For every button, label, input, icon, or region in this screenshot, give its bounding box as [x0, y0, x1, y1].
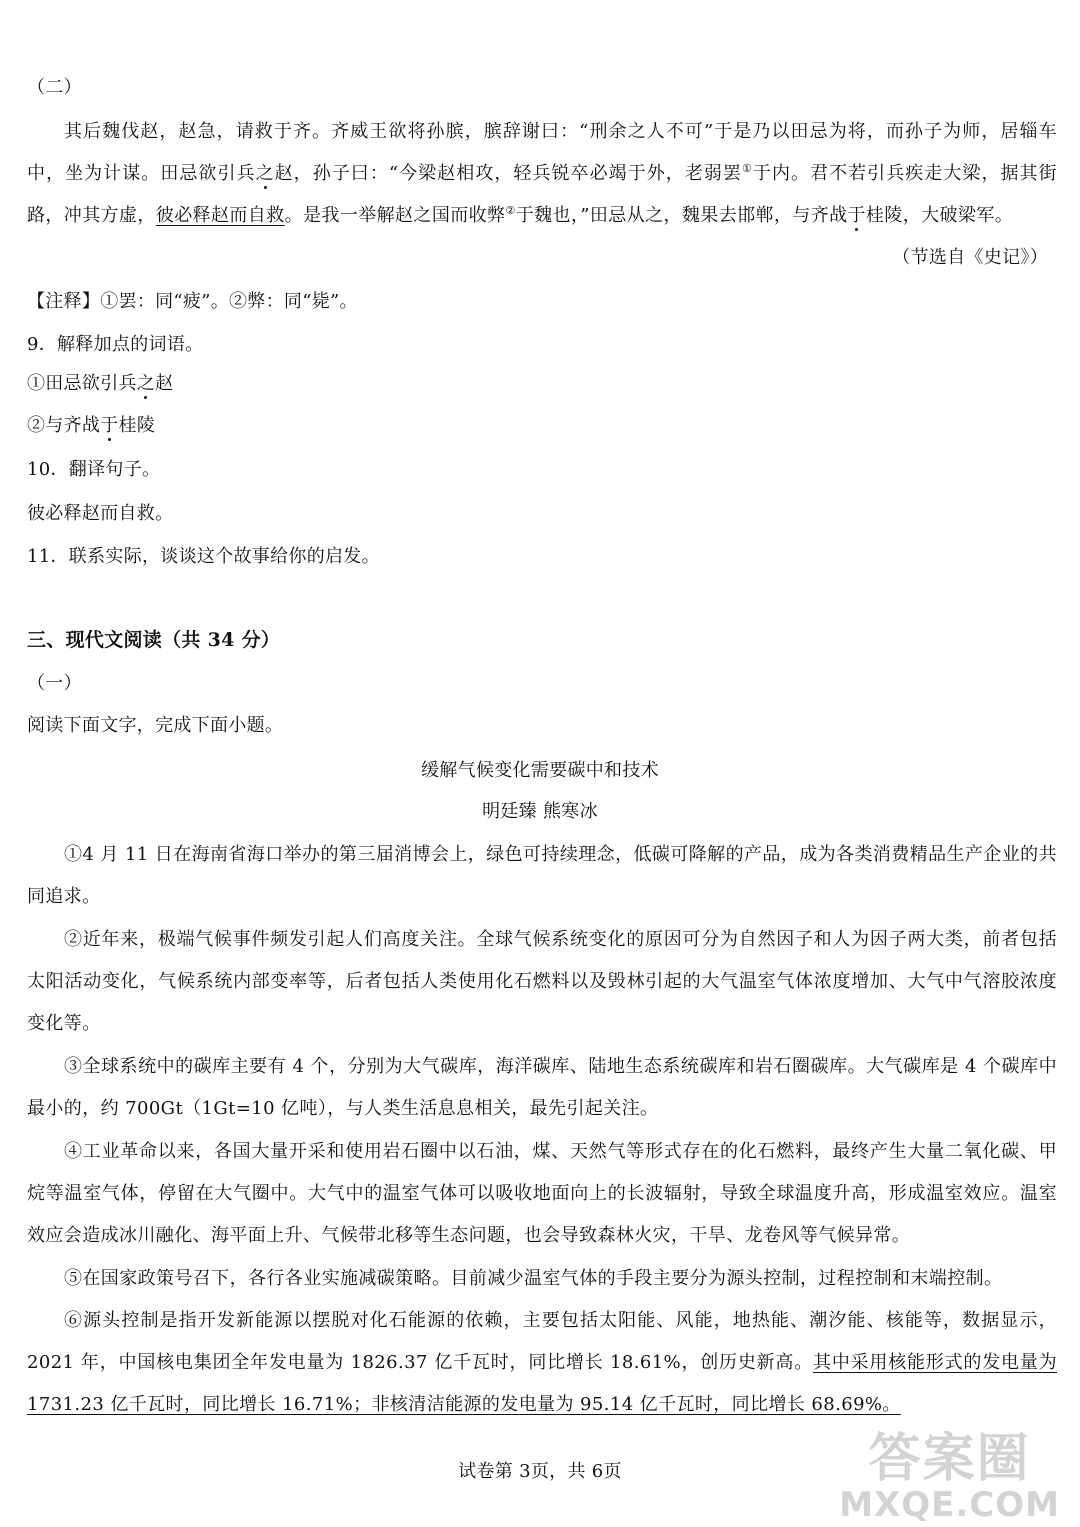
- article-paragraph-3: ③全球系统中的碳库主要有 4 个，分别为大气碳库，海洋碳库、陆地生态系统碳库和岩石圈碳库。大气碳库是 4 个碳库中最小的，约 700Gt（1Gt=10 亿吨），与人类生活息息相关，最先引起关注。: [27, 1056, 1057, 1119]
- watermark-logo: [839, 1431, 1060, 1523]
- question-9-item-2: [27, 412, 155, 440]
- article-paragraph-2: ②近年来，极端气候事件频发引起人们高度关注。全球气候系统变化的原因可分为自然因子和人为因子两大类，前者包括太阳活动变化，气候系统内部变率等，后者包括人类使用化石燃料以及毁林引起的大气温室气体浓度增加、大气中气溶胶浓度变化等。: [27, 929, 1057, 1034]
- paragraph-text: ⑥源头控制是指开发新能源以摆脱对化石能源的依赖，主要包括太阳能、风能，地热能、潮汐能、核能等，数据显示，2021 年，中国核电集团全年发电量为 1826.37 亿千瓦时，同比增长 18.61%，创历史新高。: [27, 1310, 1057, 1373]
- article-paragraph-5: ⑤在国家政策号召下，各行各业实施减碳策略。目前减少温室气体的手段主要分为源头控制，过程控制和末端控制。: [64, 1268, 1003, 1289]
- passage-text: 于魏也，”田忌从之，魏果去邯郸，与齐战: [515, 205, 848, 226]
- question-11: 11．联系实际，谈谈这个故事给你的启发。: [27, 546, 380, 567]
- passage-text: 于内。君不若引兵疾走大梁，据其街路，冲其方虚，: [27, 163, 1058, 226]
- item-text: ②与齐战: [27, 415, 101, 436]
- heading-text: 三、现代文阅读（共: [27, 629, 208, 651]
- reading-instruction: 阅读下面文字，完成下面小题。: [27, 715, 284, 736]
- article-paragraph-4: ④工业革命以来，各国大量开采和使用岩石圈中以石油，煤、天然气等形式存在的化石燃料，最终产生大量二氧化碳、甲烷等温室气体，停留在大气圈中。大气中的温室气体可以吸收地面向上的长波辐射，导致全球温度升高，形成温室效应。温室效应会造成冰川融化、海平面上升、气候带北移等生态问题，也会导致森林火灾，干旱、龙卷风等气候异常。: [27, 1141, 1057, 1246]
- classical-passage: [27, 111, 1057, 237]
- source-citation: （节选自《史记》）: [892, 247, 1048, 268]
- passage-text: 其后魏伐赵，赵急，请救于齐。齐威王欲将孙膑，膑辞谢曰：“刑余之人不可”于是乃以田忌为将，而孙子为师，居辎车中，坐为计谋。田忌欲引兵: [27, 121, 1057, 184]
- question-9-title: 9．解释加点的词语。: [27, 334, 204, 355]
- dotted-word: 之: [255, 163, 275, 184]
- footnote-marker: ①: [741, 162, 753, 175]
- underlined-sentence: 彼必释赵而自救: [155, 205, 285, 226]
- question-10-sentence: 彼必释赵而自救。: [27, 503, 174, 524]
- heading-text: 分）: [234, 629, 281, 651]
- dotted-word: 之: [136, 373, 156, 394]
- article-paragraph-1: ①4 月 11 日在海南省海口举办的第三届消博会上，绿色可持续理念，低碳可降解的产品，成为各类消费精品生产企业的共同追求。: [27, 844, 1057, 907]
- page-footer: 试卷第 3页，共 6页: [458, 1461, 622, 1482]
- footnote-marker: ②: [505, 204, 516, 217]
- item-text: 赵: [155, 373, 174, 394]
- underlined-sentence: 其中采用核能形式的发电量为 1731.23 亿千瓦时，同比增长 16.71%；非核清洁能源的发电量为 95.14 亿千瓦时，同比增长 68.69%。: [27, 1352, 1057, 1415]
- section-3-heading: [27, 626, 280, 654]
- item-text: ①田忌欲引兵: [27, 373, 137, 394]
- section-2-heading: （二）: [27, 77, 82, 98]
- annotation-notes: 【注释】①罢：同“疲”。②弊：同“毙”。: [27, 291, 358, 312]
- article-paragraph-6: [27, 1300, 1057, 1426]
- article-title: 缓解气候变化需要碳中和技术: [421, 760, 659, 781]
- question-9-item-1: [27, 370, 173, 398]
- article-authors: 明廷臻 熊寒冰: [482, 801, 598, 822]
- dotted-word: 于: [100, 415, 119, 436]
- subsection-heading: （一）: [27, 673, 82, 694]
- section-score: 34: [207, 629, 235, 651]
- watermark-cn: 答案圈: [868, 1429, 1031, 1489]
- item-text: 桂陵: [118, 415, 156, 436]
- passage-text: 。是我一举解赵之国而收弊: [284, 205, 506, 226]
- passage-text: 桂陵，大破梁军。: [865, 205, 1014, 226]
- passage-text: 赵，孙子曰：“今梁赵相攻，轻兵锐卒必竭于外，老弱罢: [274, 163, 742, 184]
- watermark-en: MXQE.COM: [839, 1485, 1060, 1525]
- question-10-title: 10．翻译句子。: [27, 459, 161, 480]
- dotted-word: 于: [847, 205, 866, 226]
